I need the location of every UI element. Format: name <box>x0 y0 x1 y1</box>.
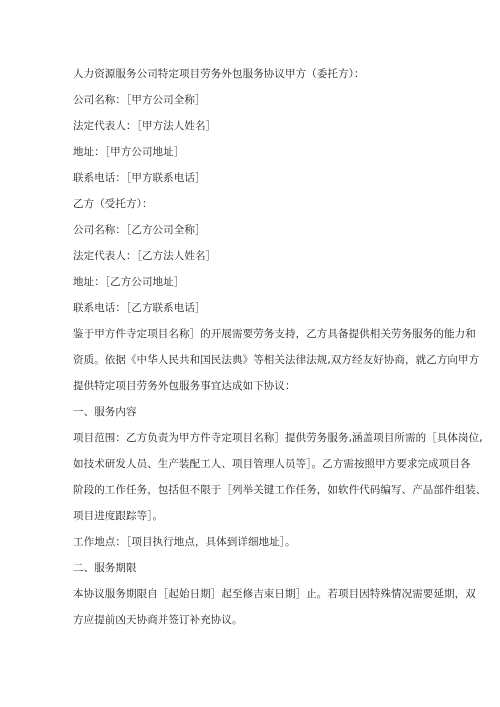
scope-line-1: 项目范围：乙方负责为甲方件寺定项目名称］提供劳务服务,涵盖项目所需的［具体岗位, <box>73 432 483 444</box>
section-1-heading: 一、服务内容 <box>73 406 137 418</box>
preamble-line-2: 资质。依据《中华人民共和国民法典》等相关法律法规,双方经友好协商，就乙方向甲方 <box>73 354 480 366</box>
preamble-line-3: 提供特定项目劳务外包服务事宜达成如下协议： <box>73 380 296 392</box>
party-b-phone: 联系电话：［乙方联系电话］ <box>73 302 206 314</box>
party-a-address: 地址：［甲方公司地址］ <box>73 146 185 158</box>
party-a-representative: 法定代表人：［甲方法人姓名］ <box>73 120 217 132</box>
scope-line-4: 项目进度跟踪等］。 <box>73 510 164 522</box>
party-b-representative: 法定代表人：［乙方法人姓名］ <box>73 250 217 262</box>
party-a-company: 公司名称：［甲方公司全称］ <box>73 94 206 106</box>
work-location: 工作地点：［项目执行地点，具体到详细地址］。 <box>73 536 296 548</box>
document-title-line: 人力资源服务公司特定项目劳务外包服务协议甲方（委托方）： <box>73 68 365 80</box>
party-b-address: 地址：［乙方公司地址］ <box>73 276 185 288</box>
term-line-2: 方应提前凶天协商并签订补充协议。 <box>73 614 243 626</box>
party-b-company: 公司名称：［乙方公司全称］ <box>73 224 206 236</box>
section-2-heading: 二、服务期限 <box>73 562 137 574</box>
party-b-heading: 乙方（受托方）： <box>73 198 153 210</box>
party-a-phone: 联系电话：［甲方联系电话］ <box>73 172 206 184</box>
preamble-line-1: 鉴于甲方件寺定项目名称］的开展需要劳务支持，乙方具备提供相关劳务服务的能力和 <box>73 328 476 340</box>
term-line-1: 本协议服务期限自［起始日期］起至修吉束日期］止。若项目因特殊情况需要延期，双 <box>73 588 476 600</box>
scope-line-2: 如技术研发人员、生产装配工人、项目管理人员等］。乙方需按照甲方要求完成项目各 <box>73 458 471 470</box>
scope-line-3: 阶段的工作任务，包括但不限于［列举关键工作任务，如软件代码编写、产品部件组装、 <box>73 484 487 496</box>
